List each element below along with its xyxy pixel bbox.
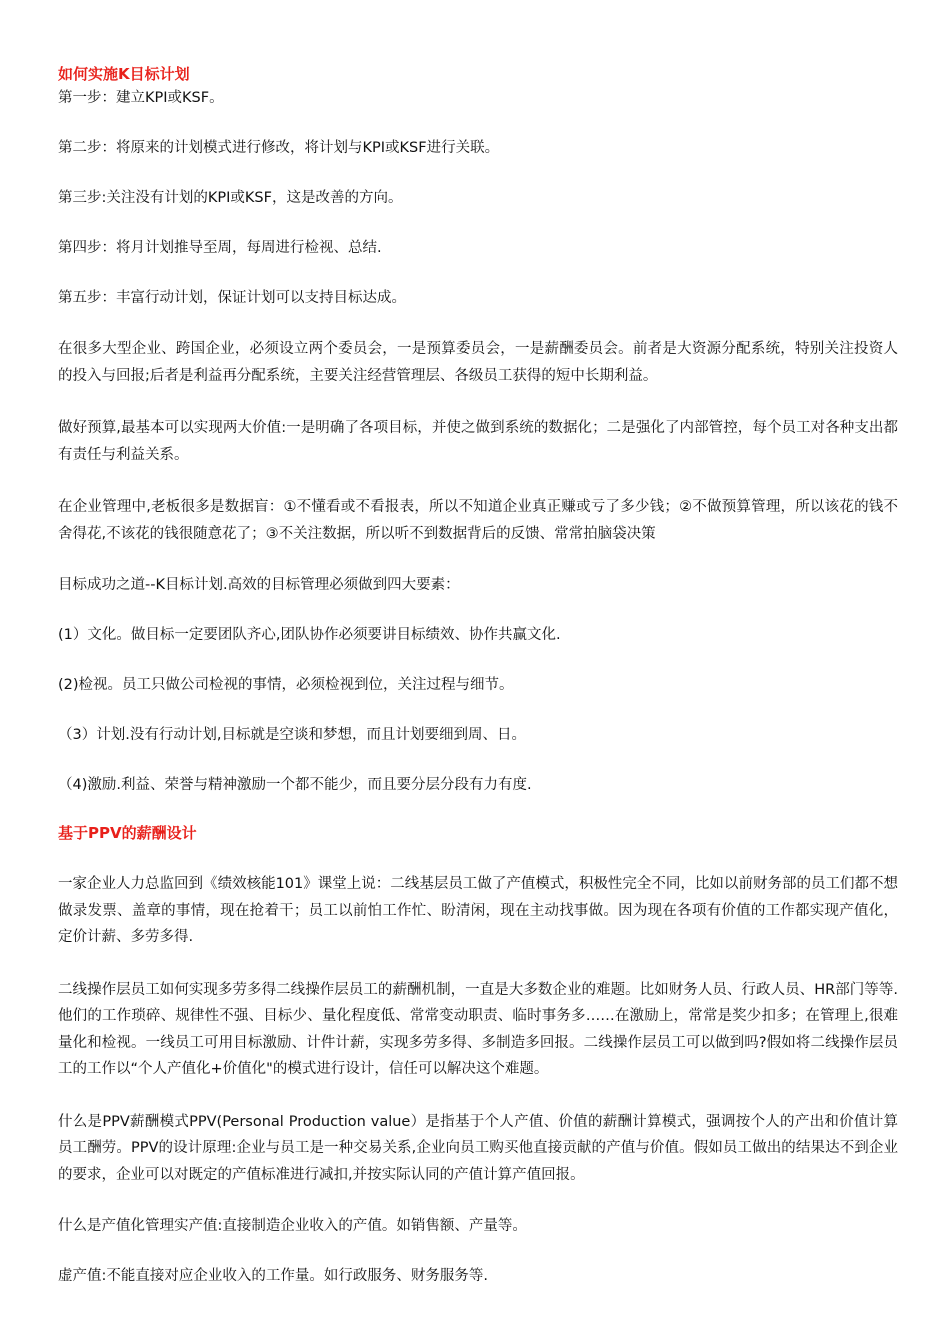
element-incentive: （4)激励.利益、荣誉与精神激励一个都不能少，而且要分层分段有力有度. [58,777,532,793]
step-4: 第四步：将月计划推导至周，每周进行检视、总结. [58,240,382,256]
step-2: 第二步：将原来的计划模式进行修改，将计划与KPI或KSF进行关联。 [58,140,500,156]
paragraph-virtual-output: 虚产值:不能直接对应企业收入的工作量。如行政服务、财务服务等. [58,1268,488,1284]
element-culture: (1）文化。做目标一定要团队齐心,团队协作必须要讲目标绩效、协作共赢文化. [58,627,561,643]
step-1: 第一步：建立KPI或KSF。 [58,90,224,106]
paragraph-four-elements-intro: 目标成功之道--K目标计划.高效的目标管理必须做到四大要素： [58,577,460,593]
paragraph-committees: 在很多大型企业、跨国企业，必须设立两个委员会，一是预算委员会，一是薪酬委员会。前者是大资源分配系统，特别关注投资人的投入与回报;后者是利益再分配系统，主要关注经营管理层、各级员工获得的短中长期利益。 [58,341,898,384]
paragraph-hr-director: 一家企业人力总监回到《绩效核能101》课堂上说：二线基层员工做了产值模式，积极性完全不同，比如以前财务部的员工们都不想做录发票、盖章的事情，现在抢着干；员工以前怕工作忙、盼清闲，现在主动找事做。因为现在各项有价值的工作都实现产值化，定价计薪、多劳多得. [58,876,898,945]
paragraph-ppv-definition: 什么是PPV薪酬模式PPV(Personal Production value）是指基于个人产值、价值的薪酬计算模式，强调按个人的产出和价值计算员工酬劳。PPV的设计原理:企业与员工是一种交易关系,企业向员工购买他直接贡献的产值与价值。假如员工做出的结果达不到企业的要求，企业可以对既定的产值标准进行减扣,并按实际认同的产值计算产值回报。 [58,1113,898,1183]
paragraph-data-blind: 在企业管理中,老板很多是数据盲：①不懂看或不看报表，所以不知道企业真正赚或亏了多少钱；②不做预算管理，所以该花的钱不舍得花,不该花的钱很随意花了；③不关注数据，所以听不到数据背后的反馈、常常拍脑袋决策 [58,499,898,542]
element-review: (2)检视。员工只做公司检视的事情，必须检视到位，关注过程与细节。 [58,677,514,693]
paragraph-second-line-staff: 二线操作层员工如何实现多劳多得二线操作层员工的薪酬机制，一直是大多数企业的难题。比如财务人员、行政人员、HR部门等等.他们的工作琐碎、规律性不强、目标少、量化程度低、常常变动职责、临时事务多……在激励上，常常是奖少扣多；在管理上,很难量化和检视。一线员工可用目标激励、计件计薪，实现多劳多得、多制造多回报。二线操作层员工可以做到吗?假如将二线操作层员工的工作以“个人产值化+价值化"的模式进行设计，信任可以解决这个难题。 [58,981,898,1077]
step-3: 第三步:关注没有计划的KPI或KSF，这是改善的方向。 [58,190,403,206]
step-5: 第五步：丰富行动计划，保证计划可以支持目标达成。 [58,290,406,306]
element-plan: （3）计划.没有行动计划,目标就是空谈和梦想，而且计划要细到周、日。 [58,727,526,743]
paragraph-real-output: 什么是产值化管理实产值:直接制造企业收入的产值。如销售额、产量等。 [58,1218,527,1234]
section-heading-k-plan: 如何实施K目标计划 [58,65,190,83]
section-heading-ppv: 基于PPV的薪酬设计 [58,824,197,842]
paragraph-budget-value: 做好预算,最基本可以实现两大价值:一是明确了各项目标，并使之做到系统的数据化；二是强化了内部管控，每个员工对各种支出都有责任与利益关系。 [58,420,898,463]
